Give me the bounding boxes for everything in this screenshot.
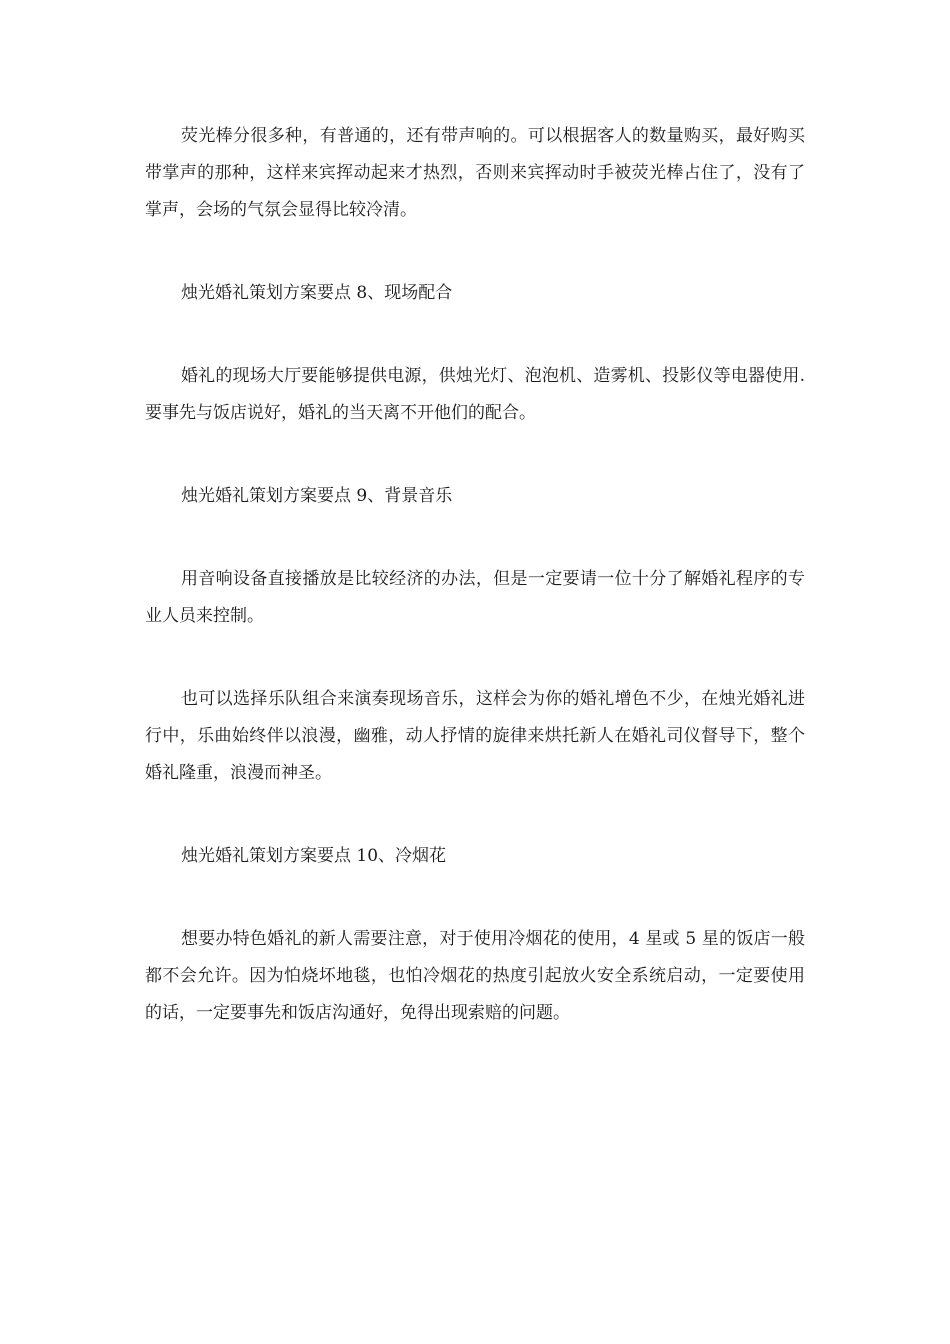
paragraph-venue-coordination: 婚礼的现场大厅要能够提供电源，供烛光灯、泡泡机、造雾机、投影仪等电器使用.要事先与饭店说好，婚礼的当天离不开他们的配合。 bbox=[145, 366, 805, 423]
paragraph-cold-fireworks: 想要办特色婚礼的新人需要注意，对于使用冷烟花的使用，4 星或 5 星的饭店一般都不会允许。因为怕烧坏地毯，也怕冷烟花的热度引起放火安全系统启动，一定要使用的话，一定要事先和饭店沟通好，免得出现索赔的问题。 bbox=[145, 929, 805, 1023]
section-heading-9: 烛光婚礼策划方案要点 9、背景音乐 bbox=[181, 486, 453, 506]
document-body bbox=[145, 118, 805, 1078]
section-heading-10: 烛光婚礼策划方案要点 10、冷烟花 bbox=[181, 846, 447, 866]
paragraph-sound-equipment: 用音响设备直接播放是比较经济的办法，但是一定要请一位十分了解婚礼程序的专业人员来控制。 bbox=[145, 569, 805, 626]
section-heading-8: 烛光婚礼策划方案要点 8、现场配合 bbox=[181, 283, 453, 303]
paragraph-glow-sticks: 荧光棒分很多种，有普通的，还有带声响的。可以根据客人的数量购买，最好购买带掌声的那种，这样来宾挥动起来才热烈，否则来宾挥动时手被荧光棒占住了，没有了掌声，会场的气氛会显得比较冷清。 bbox=[145, 126, 805, 220]
paragraph-live-band: 也可以选择乐队组合来演奏现场音乐，这样会为你的婚礼增色不少，在烛光婚礼进行中，乐曲始终伴以浪漫，幽雅，动人抒情的旋律来烘托新人在婚礼司仪督导下，整个婚礼隆重，浪漫而神圣。 bbox=[145, 689, 805, 783]
